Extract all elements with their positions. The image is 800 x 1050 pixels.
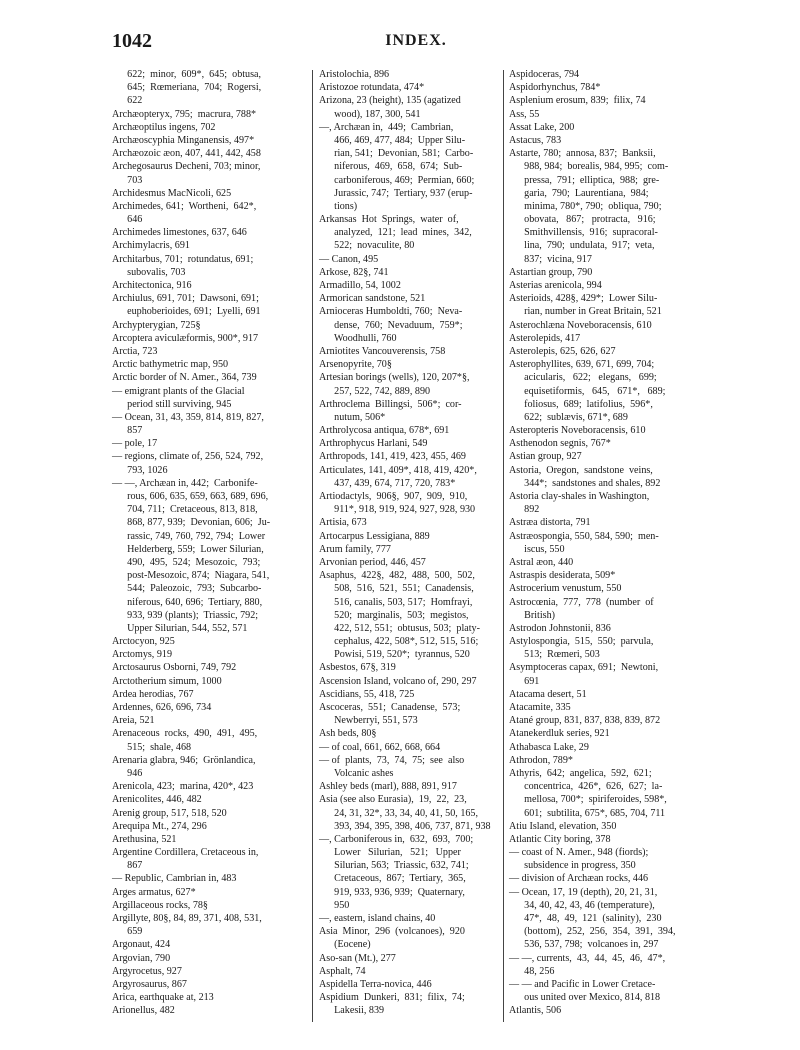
index-line: 867 bbox=[112, 860, 143, 872]
index-line: 601; subtilita, 675*, 685, 704, 711 bbox=[509, 807, 666, 819]
index-line: 516, canalis, 503, 517; Homfrayi, bbox=[319, 596, 473, 608]
index-line: dense, 760; Nevaduum, 759*; bbox=[319, 319, 463, 331]
index-column-3 bbox=[509, 68, 707, 1018]
index-line: Astylospongia, 515, 550; parvula, bbox=[509, 636, 654, 648]
index-line: Astacus, 783 bbox=[509, 134, 562, 146]
index-line: 892 bbox=[509, 504, 540, 516]
index-line: Astian group, 927 bbox=[509, 451, 582, 463]
index-line: Ardennes, 626, 696, 734 bbox=[112, 702, 212, 713]
index-line: Artocarpus Lessigiana, 889 bbox=[319, 530, 430, 542]
index-line: 393, 394, 395, 398, 406, 737, 871, 938 bbox=[319, 820, 491, 832]
index-line: cephalus, 422, 508*, 512, 515, 516; bbox=[319, 636, 479, 648]
index-line: Asterochlæna Noveboracensis, 610 bbox=[509, 319, 652, 331]
index-line: 793, 1026 bbox=[112, 464, 168, 476]
index-line: — Canon, 495 bbox=[319, 253, 379, 265]
index-line: Archimylacris, 691 bbox=[112, 240, 190, 252]
index-line: Astoria clay-shales in Washington, bbox=[509, 491, 650, 502]
index-line: Artiodactyls, 906§, 907, 909, 910, bbox=[319, 491, 468, 502]
index-line: nutum, 506* bbox=[319, 411, 386, 423]
index-line: Newberryi, 551, 573 bbox=[319, 715, 418, 727]
index-line: 704, 711; Cretaceous, 813, 818, bbox=[112, 504, 258, 516]
index-line: Astral æon, 440 bbox=[509, 556, 574, 568]
index-line: Armadillo, 54, 1002 bbox=[319, 280, 401, 291]
index-line: post-Mesozoic, 874; Niagara, 541, bbox=[112, 570, 270, 582]
index-line: 622 bbox=[112, 95, 143, 107]
index-line: Argovian, 790 bbox=[112, 952, 171, 964]
index-line: 857 bbox=[112, 425, 143, 437]
running-title: INDEX. bbox=[385, 32, 447, 49]
index-line: 544; Paleozoic, 793; Subcarbo- bbox=[112, 583, 262, 595]
index-line: Lakesii, 839 bbox=[319, 1005, 385, 1017]
index-line: Asymptoceras capax, 691; Newtoni, bbox=[509, 662, 659, 674]
index-line: Woodhulli, 760 bbox=[319, 332, 397, 344]
index-line: Aso-san (Mt.), 277 bbox=[319, 952, 396, 964]
index-line: Arniotites Vancouverensis, 758 bbox=[319, 345, 446, 357]
index-line: Ash beds, 80§ bbox=[319, 728, 377, 740]
index-line: Arkansas Hot Springs, water of, bbox=[319, 214, 459, 226]
index-line: rian, number in Great Britain, 521 bbox=[509, 306, 662, 318]
index-line: Arctomys, 919 bbox=[112, 649, 172, 661]
index-line: — division of Archæan rocks, 446 bbox=[509, 873, 649, 885]
index-column-1 bbox=[112, 68, 304, 1018]
index-line: Architectonica, 916 bbox=[112, 280, 192, 291]
page-number: 1042 bbox=[112, 30, 152, 52]
index-line: Arsenopyrite, 70§ bbox=[319, 359, 392, 371]
index-line: —, Carboniferous in, 632, 693, 700; bbox=[319, 833, 474, 845]
index-line: Arges armatus, 627* bbox=[112, 886, 196, 898]
index-line: — Republic, Cambrian in, 483 bbox=[112, 873, 237, 885]
index-line: Astartian group, 790 bbox=[509, 266, 593, 278]
index-line: rassic, 749, 760, 792, 794; Lower bbox=[112, 530, 266, 542]
index-line: Archimedes, 641; Wortheni, 642*, bbox=[112, 200, 257, 212]
index-line: Atacama desert, 51 bbox=[509, 688, 587, 700]
index-line: mellosa, 700*; spiriferoides, 598*, bbox=[509, 794, 667, 806]
index-line: Ascidians, 55, 418, 725 bbox=[319, 688, 415, 700]
index-line: Astrocœnia, 777, 778 (number of bbox=[509, 596, 654, 608]
index-line: Ashley beds (marl), 888, 891, 917 bbox=[319, 781, 457, 793]
index-line: Lower Silurian, 521; Upper bbox=[319, 847, 461, 859]
index-line: lina, 790; undulata, 917; veta, bbox=[509, 240, 655, 252]
index-line: 988, 984; borealis, 984, 995; com- bbox=[509, 161, 669, 173]
index-line: Atiu Island, elevation, 350 bbox=[509, 820, 617, 832]
index-line: Arum family, 777 bbox=[319, 543, 391, 555]
index-line: — emigrant plants of the Glacial bbox=[112, 385, 245, 397]
index-line: Arthrolycosa antiqua, 678*, 691 bbox=[319, 425, 450, 437]
index-line: 536, 537, 798; volcanoes in, 297 bbox=[509, 939, 659, 951]
index-line: Arcoptera aviculæformis, 900*, 917 bbox=[112, 332, 259, 344]
index-line: Athabasca Lake, 29 bbox=[509, 741, 589, 753]
index-line: Powisi, 519, 520*; tyrannus, 520 bbox=[319, 649, 470, 661]
index-line: Asterolepis, 625, 626, 627 bbox=[509, 345, 616, 357]
index-line: 466, 469, 477, 484; Upper Silu- bbox=[319, 134, 466, 146]
index-line: 703 bbox=[112, 174, 143, 186]
index-line: Ascension Island, volcano of, 290, 297 bbox=[319, 675, 477, 687]
index-line: 257, 522, 742, 889, 890 bbox=[319, 385, 431, 397]
index-line: Athrodon, 789* bbox=[509, 754, 573, 766]
index-line: Asterophyllites, 639, 671, 699, 704; bbox=[509, 359, 655, 371]
index-line: Arizona, 23 (height), 135 (agatized bbox=[319, 95, 461, 107]
index-line: — —, Archæan in, 442; Carbonife- bbox=[112, 477, 258, 489]
index-line: Armorican sandstone, 521 bbox=[319, 293, 426, 305]
index-line: Astoria, Oregon, sandstone veins, bbox=[509, 464, 653, 476]
index-line: 24, 31, 32*, 33, 34, 40, 41, 50, 165, bbox=[319, 807, 478, 819]
index-line: subovalis, 703 bbox=[112, 266, 186, 278]
index-line: Arthroclema Billingsi, 506*; cor- bbox=[319, 398, 462, 410]
index-line: iscus, 550 bbox=[509, 543, 565, 555]
index-line: 659 bbox=[112, 926, 143, 938]
index-line: Arctotherium simum, 1000 bbox=[112, 675, 222, 687]
index-line: Atlantic City boring, 378 bbox=[509, 833, 611, 845]
index-line: Argentine Cordillera, Cretaceous in, bbox=[112, 847, 259, 859]
index-line: Arctic bathymetric map, 950 bbox=[112, 359, 229, 371]
index-line: 47*, 48, 49, 121 (salinity), 230 bbox=[509, 913, 662, 924]
index-line: (Eocene) bbox=[319, 939, 371, 951]
index-line: analyzed, 121; lead mines, 342, bbox=[319, 227, 472, 239]
index-line: Arenig group, 517, 518, 520 bbox=[112, 807, 227, 819]
index-line: 622; sublævis, 671*, 689 bbox=[509, 411, 628, 423]
index-line: Arthrophycus Harlani, 549 bbox=[319, 438, 428, 450]
index-line: concentrica, 426*, 626, 627; la- bbox=[509, 781, 663, 793]
index-line: Cretaceous, 867; Tertiary, 365, bbox=[319, 873, 466, 885]
index-line: Astrocerium venustum, 550 bbox=[509, 583, 622, 595]
index-line: Aristozoe rotundata, 474* bbox=[319, 82, 425, 94]
index-line: Atacamite, 335 bbox=[509, 702, 571, 713]
index-line: Artesian borings (wells), 120, 207*§, bbox=[319, 372, 470, 384]
index-line: Archegosaurus Decheni, 703; minor, bbox=[112, 161, 261, 173]
index-line: Atané group, 831, 837, 838, 839, 872 bbox=[509, 715, 661, 727]
index-line: 622; minor, 609*, 645; obtusa, bbox=[112, 69, 262, 80]
index-line: Articulates, 141, 409*, 418, 419, 420*, bbox=[319, 464, 477, 476]
index-line: period still surviving, 945 bbox=[112, 398, 232, 410]
index-line: Archæoptilus ingens, 702 bbox=[112, 121, 216, 133]
index-line: niferous, 469, 658, 674; Sub- bbox=[319, 161, 463, 173]
index-line: tions) bbox=[319, 200, 358, 212]
index-line: Arvonian period, 446, 457 bbox=[319, 556, 426, 568]
index-line: equisetiformis, 645, 671*, 689; bbox=[509, 385, 666, 397]
index-line: Archidesmus MacNicoli, 625 bbox=[112, 187, 232, 199]
index-line: rian, 541; Devonian, 581; Carbo- bbox=[319, 148, 474, 160]
index-line: Aristolochia, 896 bbox=[319, 69, 390, 80]
index-line: Arctic border of N. Amer., 364, 739 bbox=[112, 372, 257, 384]
index-line: Atanekerdluk series, 921 bbox=[509, 728, 610, 740]
column-divider bbox=[312, 70, 313, 1022]
index-line: Areia, 521 bbox=[112, 715, 155, 727]
index-line: Asia (see also Eurasia), 19, 22, 23, bbox=[319, 794, 467, 806]
index-line: obovata, 867; protracta, 916; bbox=[509, 214, 656, 226]
index-line: Arctocyon, 925 bbox=[112, 636, 175, 648]
index-line: Asaphus, 422§, 482, 488, 500, 502, bbox=[319, 570, 475, 582]
index-line: — regions, climate of, 256, 524, 792, bbox=[112, 451, 264, 463]
index-line: Ardea herodias, 767 bbox=[112, 688, 194, 700]
index-line: Arkose, 82§, 741 bbox=[319, 266, 389, 278]
index-line: Asteropteris Noveboracensis, 610 bbox=[509, 425, 646, 437]
index-line: 508, 516, 521, 551; Canadensis, bbox=[319, 583, 474, 595]
index-line: Argyrocetus, 927 bbox=[112, 965, 182, 977]
index-line: 933, 939 (plants); Triassic, 792; bbox=[112, 609, 259, 621]
index-line: pressa, 791; elliptica, 988; gre- bbox=[509, 174, 660, 186]
index-line: Asbestos, 67§, 319 bbox=[319, 662, 396, 674]
index-line: Asthenodon segnis, 767* bbox=[509, 438, 611, 450]
index-line: Arequipa Mt., 274, 296 bbox=[112, 820, 207, 832]
index-line: Athyris, 642; angelica, 592, 621; bbox=[509, 767, 652, 779]
index-line: — of plants, 73, 74, 75; see also bbox=[319, 754, 465, 766]
index-line: Archæopteryx, 795; macrura, 788* bbox=[112, 108, 257, 120]
index-line: — Ocean, 17, 19 (depth), 20, 21, 31, bbox=[509, 886, 658, 898]
index-line: Arnioceras Humboldti, 760; Neva- bbox=[319, 306, 463, 318]
index-line: 691 bbox=[509, 675, 540, 687]
index-line: Arenicola, 423; marina, 420*, 423 bbox=[112, 781, 254, 793]
index-line: Archimedes limestones, 637, 646 bbox=[112, 227, 247, 239]
column-divider bbox=[503, 70, 504, 1022]
index-line: Aspidella Terra-novica, 446 bbox=[319, 978, 432, 990]
index-line: Arenicolites, 446, 482 bbox=[112, 794, 202, 806]
index-line: wood), 187, 300, 541 bbox=[319, 108, 421, 120]
index-line: Asia Minor, 296 (volcanoes), 920 bbox=[319, 926, 465, 938]
index-line: 520; marginalis, 503; megistos, bbox=[319, 609, 469, 621]
index-line: 919, 933, 936, 939; Quaternary, bbox=[319, 886, 465, 898]
index-line: 837; vicina, 917 bbox=[509, 253, 592, 265]
index-line: —, Archæan in, 449; Cambrian, bbox=[319, 121, 454, 133]
index-line: Ass, 55 bbox=[509, 108, 540, 120]
index-line: niferous, 640, 696; Tertiary, 880, bbox=[112, 596, 263, 608]
index-line: Asterioids, 428§, 429*; Lower Silu- bbox=[509, 293, 658, 305]
index-line: ous united over Mexico, 814, 818 bbox=[509, 992, 661, 1004]
index-line: Astarte, 780; annosa, 837; Banksii, bbox=[509, 148, 656, 160]
index-line: 868, 877, 939; Devonian, 606; Ju- bbox=[112, 517, 271, 529]
index-line: 950 bbox=[319, 899, 350, 911]
index-line: 645; Rœmeriana, 704; Rogersi, bbox=[112, 82, 262, 94]
index-line: Astraspis desiderata, 509* bbox=[509, 570, 616, 582]
index-line: Architarbus, 701; rotundatus, 691; bbox=[112, 253, 254, 265]
index-line: — Ocean, 31, 43, 359, 814, 819, 827, bbox=[112, 411, 264, 423]
index-line: Asterolepids, 417 bbox=[509, 332, 581, 344]
index-line: — — and Pacific in Lower Cretace- bbox=[509, 978, 656, 990]
index-line: carboniferous, 469; Permian, 660; bbox=[319, 174, 475, 186]
index-line: 515; shale, 468 bbox=[112, 741, 192, 753]
index-line: Helderberg, 559; Lower Silurian, bbox=[112, 543, 264, 555]
index-line: —, eastern, island chains, 40 bbox=[319, 913, 436, 924]
index-line: Archæozoic æon, 407, 441, 442, 458 bbox=[112, 148, 261, 160]
index-line: — pole, 17 bbox=[112, 438, 158, 450]
index-line: — of coal, 661, 662, 668, 664 bbox=[319, 741, 441, 753]
index-line: Archypterygian, 725§ bbox=[112, 319, 201, 331]
index-line: acicularis, 622; elegans, 699; bbox=[509, 372, 657, 384]
index-line: Arenaceous rocks, 490, 491, 495, bbox=[112, 728, 258, 740]
index-line: 422, 512, 551; obtusus, 503; platy- bbox=[319, 622, 480, 634]
index-line: Astræa distorta, 791 bbox=[509, 517, 591, 529]
index-line: — coast of N. Amer., 948 (fiords); bbox=[509, 847, 649, 859]
index-line: Artisia, 673 bbox=[319, 517, 367, 529]
index-line: Aspidoceras, 794 bbox=[509, 69, 580, 80]
index-line: 646 bbox=[112, 214, 143, 226]
index-line: — —, currents, 43, 44, 45, 46, 47*, bbox=[509, 952, 666, 964]
index-line: British) bbox=[509, 609, 555, 621]
index-line: euphoberioides, 691; Lyelli, 691 bbox=[112, 306, 261, 318]
index-line: Arica, earthquake at, 213 bbox=[112, 992, 214, 1004]
index-column-2 bbox=[319, 68, 511, 1018]
index-line: Asterias arenicola, 994 bbox=[509, 280, 602, 291]
index-line: 48, 256 bbox=[509, 965, 555, 977]
index-line: Archæoscyphia Minganensis, 497* bbox=[112, 134, 255, 146]
index-line: Arctia, 723 bbox=[112, 345, 158, 357]
index-line: Aspidorhynchus, 784* bbox=[509, 82, 601, 94]
index-line: Arethusina, 521 bbox=[112, 833, 177, 845]
index-line: Astrodon Johnstonii, 836 bbox=[509, 622, 611, 634]
index-line: Arctosaurus Osborni, 749, 792 bbox=[112, 662, 237, 674]
index-line: Ascoceras, 551; Canadense, 573; bbox=[319, 702, 461, 713]
index-line: Argillyte, 80§, 84, 89, 371, 408, 531, bbox=[112, 913, 262, 924]
index-line: 522; novaculite, 80 bbox=[319, 240, 415, 252]
index-line: Assat Lake, 200 bbox=[509, 121, 575, 133]
index-line: (bottom), 252, 256, 354, 391, 394, bbox=[509, 926, 676, 938]
index-line: Asplenium erosum, 839; filix, 74 bbox=[509, 95, 646, 107]
index-line: Silurian, 563; Triassic, 632, 741; bbox=[319, 860, 469, 872]
index-line: Argillaceous rocks, 78§ bbox=[112, 899, 208, 911]
index-line: Jurassic, 747; Tertiary, 937 (erup- bbox=[319, 187, 473, 199]
index-line: Astræospongia, 550, 584, 590; men- bbox=[509, 530, 659, 542]
index-line: Asphalt, 74 bbox=[319, 965, 366, 977]
index-line: Arthropods, 141, 419, 423, 455, 469 bbox=[319, 451, 466, 463]
index-line: Smithvillensis, 916; supracoral- bbox=[509, 227, 658, 239]
index-line: Upper Silurian, 544, 552, 571 bbox=[112, 622, 248, 634]
index-line: Arionellus, 482 bbox=[112, 1005, 175, 1017]
index-line: Aspidium Dunkeri, 831; filix, 74; bbox=[319, 992, 465, 1004]
page-header bbox=[112, 30, 720, 54]
index-line: Arenaria glabra, 946; Grönlandica, bbox=[112, 754, 256, 766]
index-line: rous, 606, 635, 659, 663, 689, 696, bbox=[112, 491, 269, 502]
index-line: 344*; sandstones and shales, 892 bbox=[509, 477, 661, 489]
index-line: Archiulus, 691, 701; Dawsoni, 691; bbox=[112, 293, 259, 305]
index-line: 513; Rœmeri, 503 bbox=[509, 649, 600, 661]
index-line: foliosus, 689; latifolius, 596*, bbox=[509, 398, 653, 410]
index-line: 946 bbox=[112, 767, 143, 779]
index-line: Argonaut, 424 bbox=[112, 939, 171, 951]
index-line: garia, 790; Laurentiana, 984; bbox=[509, 187, 649, 199]
index-line: Argyrosaurus, 867 bbox=[112, 978, 187, 990]
index-line: 437, 439, 674, 717, 720, 783* bbox=[319, 477, 456, 489]
index-line: minima, 780*, 790; obliqua, 790; bbox=[509, 200, 662, 212]
index-line: 911*, 918, 919, 924, 927, 928, 930 bbox=[319, 504, 476, 516]
index-line: 34, 40, 42, 43, 46 (temperature), bbox=[509, 899, 655, 911]
index-line: Volcanic ashes bbox=[319, 767, 394, 779]
index-line: Atlantis, 506 bbox=[509, 1005, 562, 1017]
index-line: 490, 495, 524; Mesozoic, 793; bbox=[112, 556, 261, 568]
index-line: subsidence in progress, 350 bbox=[509, 860, 636, 872]
